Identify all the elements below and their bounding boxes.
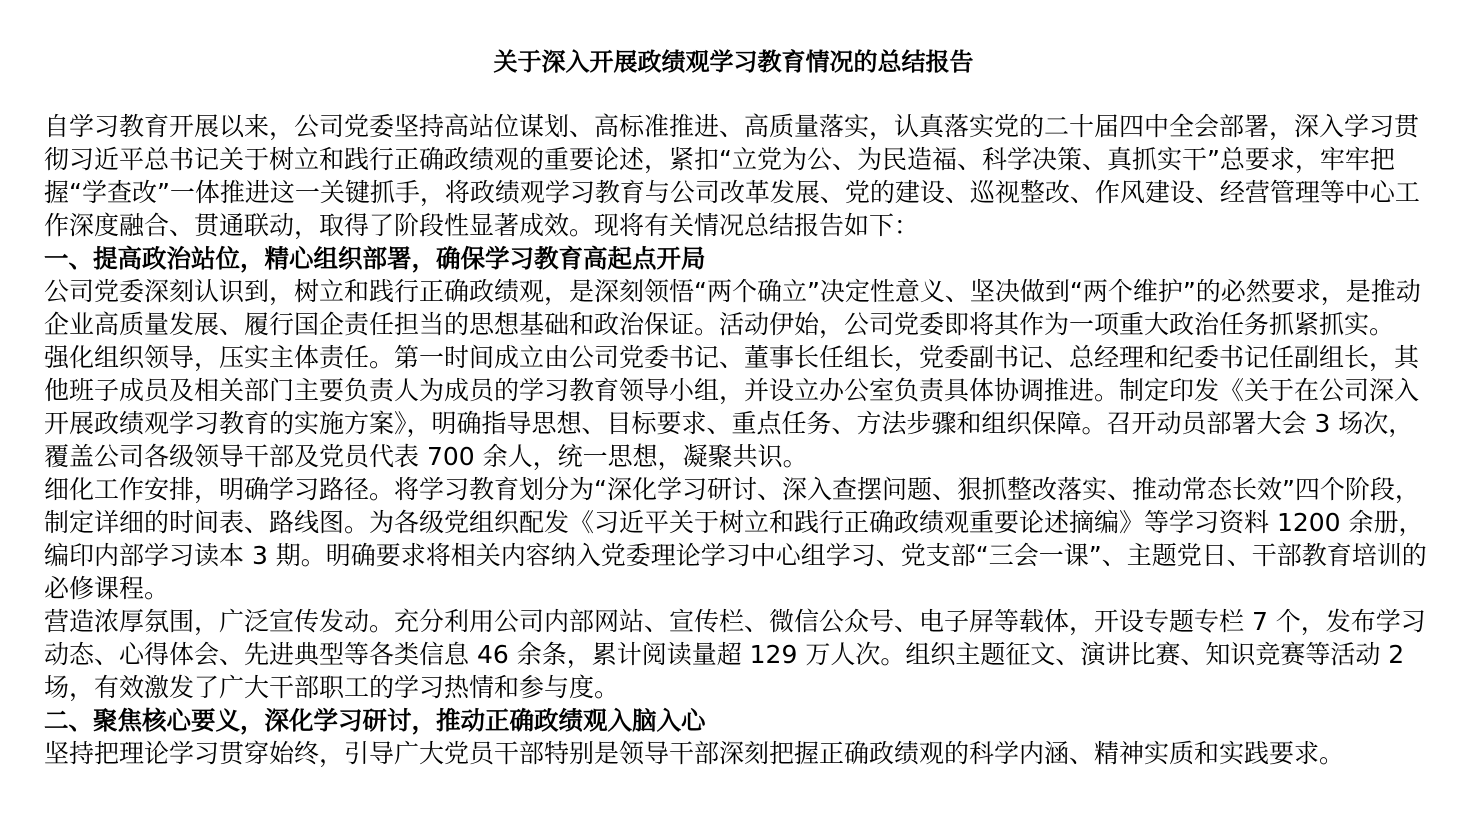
section1-paragraph-2: 强化组织领导，压实主体责任。第一时间成立由公司党委书记、董事长任组长，党委副书记、总经理和纪委书记任副组长，其他班子成员及相关部门主要负责人为成员的学习教育领导小组，并设立办公室负责具体协调推进。制定印发《关于在公司深入开展政绩观学习教育的实施方案》，明确指导思想、目标要求、重点任务、方法步骤和组织保障。召开动员部署大会 3 场次，覆盖公司各级领导干部及党员代表 700 余人，统一思想，凝聚共识。	[44, 343, 1420, 471]
section-heading-1: 一、提高政治站位，精心组织部署，确保学习教育高起点开局	[44, 244, 706, 273]
document-title: 关于深入开展政绩观学习教育情况的总结报告	[493, 48, 974, 76]
section-heading-2: 二、聚焦核心要义，深化学习研讨，推动正确政绩观入脑入心	[44, 706, 706, 735]
section1-paragraph-1: 公司党委深刻认识到，树立和践行正确政绩观，是深刻领悟“两个确立”决定性意义、坚决做到“两个维护”的必然要求，是推动企业高质量发展、履行国企责任担当的思想基础和政治保证。活动伊始，公司党委即将其作为一项重大政治任务抓紧抓实。	[44, 277, 1421, 339]
section2-paragraph-1: 坚持把理论学习贯穿始终，引导广大党员干部特别是领导干部深刻把握正确政绩观的科学内涵、精神实质和实践要求。	[44, 739, 1345, 768]
section1-paragraph-3: 细化工作安排，明确学习路径。将学习教育划分为“深化学习研讨、深入查摆问题、狠抓整改落实、推动常态长效”四个阶段，制定详细的时间表、路线图。为各级党组织配发《习近平关于树立和践行正确政绩观重要论述摘编》等学习资料 1200 余册，编印内部学习读本 3 期。明确要求将相关内容纳入党委理论学习中心组学习、党支部“三会一课”、主题党日、干部教育培训的必修课程。	[44, 475, 1427, 603]
document-body	[44, 110, 1436, 770]
section1-paragraph-4: 营造浓厚氛围，广泛宣传发动。充分利用公司内部网站、宣传栏、微信公众号、电子屏等载体，开设专题专栏 7 个，发布学习动态、心得体会、先进典型等各类信息 46 余条，累计阅读量超 129 万人次。组织主题征文、演讲比赛、知识竞赛等活动 2 场，有效激发了广大干部职工的学习热情和参与度。	[44, 607, 1426, 702]
intro-paragraph: 自学习教育开展以来，公司党委坚持高站位谋划、高标准推进、高质量落实，认真落实党的二十届四中全会部署，深入学习贯彻习近平总书记关于树立和践行正确政绩观的重要论述，紧扣“立党为公、为民造福、科学决策、真抓实干”总要求，牢牢把握“学查改”一体推进这一关键抓手，将政绩观学习教育与公司改革发展、党的建设、巡视整改、作风建设、经营管理等中心工作深度融合、贯通联动，取得了阶段性显著成效。现将有关情况总结报告如下：	[44, 112, 1420, 240]
